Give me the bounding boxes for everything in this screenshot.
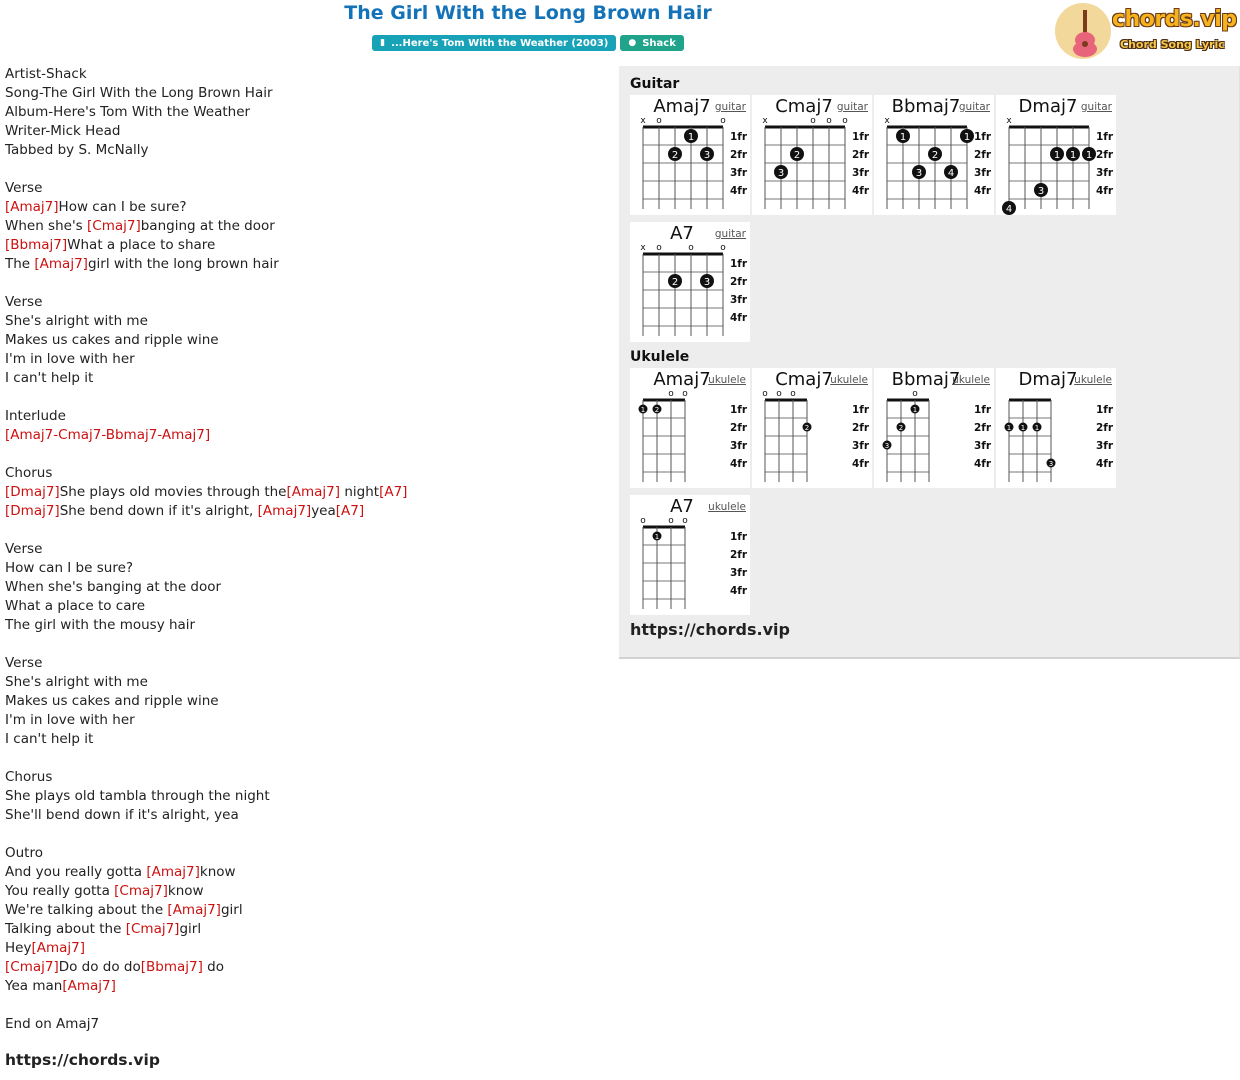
lyric-text: How can I be sure? [5,560,134,576]
fret-label: 3fr [852,167,870,179]
guitar-chord-dmaj7[interactable] [996,95,1116,215]
guitar-chord-a7[interactable] [630,222,750,342]
lyric-line [5,730,605,749]
finger-number: 3 [1037,186,1045,197]
lyric-line [5,958,605,977]
lyric-line [5,901,605,920]
panel-url[interactable]: https://chords.vip [630,620,790,639]
lyric-text: Yea man [5,978,63,994]
lyric-text: know [167,883,204,899]
lyric-line [5,882,605,901]
open-string-marker: o [668,516,674,526]
lyric-text: We're talking about the [5,902,168,918]
lyric-text: I can't help it [5,731,94,747]
finger-number: 2 [671,150,679,161]
chord-marker[interactable]: [Cmaj7] [87,218,141,234]
lyric-line [5,749,605,768]
finger-number: 3 [777,168,785,179]
finger-number: 1 [963,132,971,143]
lyric-line [5,711,605,730]
footer-url[interactable]: https://chords.vip [5,1051,160,1069]
fret-label: 4fr [730,585,748,597]
open-string-marker: o [810,116,816,126]
lyric-line [5,939,605,958]
lyric-line [5,141,605,160]
lyric-text: Hey [5,940,32,956]
instrument-link[interactable]: guitar [714,101,746,113]
lyric-text: Interlude [5,408,66,424]
finger-number: 1 [1006,424,1012,432]
lyric-line [5,692,605,711]
fret-label: 3fr [730,567,748,579]
fret-label: 1fr [974,131,992,143]
finger-number: 2 [804,424,810,432]
lyric-line [5,369,605,388]
lyric-line [5,825,605,844]
lyric-text: How can I be sure? [58,199,187,215]
muted-string-marker: x [1006,116,1012,126]
instrument-link[interactable]: ukulele [708,374,746,386]
chord-marker[interactable]: [Amaj7] [5,199,59,215]
lyric-line [5,407,605,426]
open-string-marker: o [640,516,646,526]
finger-number: 1 [654,533,660,541]
chord-name: Amaj7 [653,96,711,117]
lyric-line [5,616,605,635]
lyric-text: When she's banging at the door [5,579,222,595]
lyric-line [5,654,605,673]
lyric-line [5,255,605,274]
lyric-text: She bend down if it's alright, [59,503,258,519]
muted-string-marker: x [884,116,890,126]
site-logo[interactable] [1054,2,1238,62]
lyric-text: Do do do do [58,959,141,975]
lyric-line [5,331,605,350]
fret-label: 1fr [1096,404,1114,416]
fret-label: 2fr [730,276,748,288]
chord-marker[interactable]: [Amaj7] [167,902,221,918]
instrument-link[interactable]: guitar [958,101,990,113]
lyric-text: know [199,864,236,880]
lyric-line [5,635,605,654]
finger-number: 3 [884,442,890,450]
open-string-marker: o [656,116,662,126]
fret-label: 2fr [730,422,748,434]
instrument-link[interactable]: ukulele [708,501,746,513]
finger-number: 2 [671,277,679,288]
chord-name: Cmaj7 [775,369,833,390]
album-tag-label: ...Here's Tom With the Weather (2003) [391,37,609,49]
lyric-line [5,483,605,502]
chord-name: Bbmaj7 [891,96,961,117]
lyric-text: Chorus [5,769,53,785]
lyric-line [5,179,605,198]
fret-label: 1fr [730,258,748,270]
lyric-text: What a place to share [67,237,216,253]
lyric-text: girl [220,902,243,918]
lyric-line [5,502,605,521]
lyric-text: Verse [5,294,43,310]
open-string-marker: o [656,243,662,253]
fret-label: 1fr [974,404,992,416]
lyric-line [5,103,605,122]
finger-number: 4 [947,168,955,179]
instrument-link[interactable]: guitar [714,228,746,240]
fret-label: 3fr [1096,440,1114,452]
open-string-marker: o [682,389,688,399]
lyric-text: Makes us cakes and ripple wine [5,693,219,709]
lyric-line [5,597,605,616]
instrument-link[interactable]: guitar [1080,101,1112,113]
lyric-text: The [5,256,35,272]
open-string-marker: o [720,243,726,253]
lyric-line [5,806,605,825]
lyric-text: do [202,959,225,975]
fret-label: 4fr [1096,185,1114,197]
chord-name: A7 [670,223,694,244]
chord-marker[interactable]: [Bbmaj7] [140,959,203,975]
chord-marker[interactable]: [Cmaj7] [125,921,180,937]
finger-number: 3 [915,168,923,179]
fret-label: 3fr [974,440,992,452]
open-string-marker: o [790,389,796,399]
finger-number: 2 [931,150,939,161]
finger-number: 1 [687,132,695,143]
user-icon: ● [628,38,637,48]
open-string-marker: o [668,389,674,399]
fret-label: 4fr [852,458,870,470]
lyric-text: Verse [5,541,43,557]
lyric-text: Artist-Shack [5,66,87,82]
logo-tagline: Chord Song Lyric [1120,38,1225,51]
artist-tag-label: Shack [642,37,676,49]
finger-number: 1 [1053,150,1061,161]
lyric-text: banging at the door [140,218,275,234]
lyric-text: When she's [5,218,87,234]
fret-label: 1fr [1096,131,1114,143]
fret-label: 3fr [730,440,748,452]
fret-label: 3fr [730,294,748,306]
open-string-marker: o [826,116,832,126]
finger-number: 2 [654,406,660,414]
open-string-marker: o [682,516,688,526]
finger-number: 1 [1069,150,1077,161]
open-string-marker: o [720,116,726,126]
finger-number: 1 [912,406,918,414]
chord-marker[interactable]: [Amaj7] [257,503,312,519]
lyric-line [5,673,605,692]
lyric-text: Verse [5,655,43,671]
finger-number: 3 [1048,460,1054,468]
open-string-marker: o [688,243,694,253]
fret-label: 4fr [730,458,748,470]
lyric-line [5,274,605,293]
lyric-text: You really gotta [5,883,115,899]
lyric-text: She's alright with me [5,313,148,329]
chord-marker[interactable]: [Amaj7] [286,484,341,500]
ukulele-chord-cmaj7[interactable] [752,368,872,488]
chord-marker[interactable]: [A7] [379,484,408,500]
lyric-line [5,996,605,1015]
lyric-text: Song-The Girl With the Long Brown Hair [5,85,273,101]
finger-number: 3 [703,277,711,288]
book-icon: ▮ [380,38,386,48]
album-tag[interactable] [372,35,616,51]
muted-string-marker: x [762,116,768,126]
chord-marker[interactable]: [Dmaj7] [5,503,60,519]
logo-text: chords.vip [1112,7,1237,32]
chord-name: Cmaj7 [775,96,833,117]
chord-marker[interactable]: [Amaj7] [31,940,85,956]
lyric-line [5,350,605,369]
muted-string-marker: x [640,243,646,253]
guitar-chord-cmaj7[interactable] [752,95,872,215]
lyric-line [5,388,605,407]
lyric-text: She plays old tambla through the night [5,788,270,804]
chord-marker[interactable]: [Dmaj7] [5,484,60,500]
ukulele-chord-amaj7[interactable] [630,368,750,488]
fret-label: 2fr [730,549,748,561]
lyric-line [5,920,605,939]
finger-number: 1 [640,406,646,414]
lyric-line [5,787,605,806]
chord-marker[interactable]: [Amaj7-Cmaj7-Bbmaj7-Amaj7] [5,427,211,443]
chord-marker[interactable]: [Amaj7] [34,256,88,272]
chord-marker[interactable]: [Amaj7] [146,864,200,880]
lyric-line [5,65,605,84]
fret-label: 2fr [1096,422,1114,434]
instrument-link[interactable]: guitar [836,101,868,113]
lyric-text: girl with the long brown hair [87,256,279,272]
fret-label: 4fr [730,185,748,197]
chord-name: Amaj7 [653,369,711,390]
lyric-text: Tabbed by S. McNally [5,142,149,158]
lyric-text: And you really gotta [5,864,147,880]
lyrics-sheet [5,65,605,1034]
fret-label: 2fr [852,149,870,161]
finger-number: 1 [1085,150,1093,161]
tag-bar [0,35,1056,51]
guitar-chord-amaj7[interactable] [630,95,750,215]
fret-label: 3fr [974,167,992,179]
fret-label: 2fr [1096,149,1114,161]
instrument-link[interactable]: ukulele [952,374,990,386]
lyric-line [5,977,605,996]
open-string-marker: o [776,389,782,399]
lyric-line [5,540,605,559]
chord-marker[interactable]: [Amaj7] [62,978,116,994]
lyric-line [5,312,605,331]
finger-number: 1 [1020,424,1026,432]
muted-string-marker: x [640,116,646,126]
lyric-text: I can't help it [5,370,94,386]
lyric-line [5,578,605,597]
lyric-line [5,84,605,103]
fret-label: 2fr [730,149,748,161]
lyric-text: The girl with the mousy hair [5,617,196,633]
fret-label: 4fr [730,312,748,324]
open-string-marker: o [842,116,848,126]
lyric-text: night [340,484,380,500]
chord-marker[interactable]: [Cmaj7] [114,883,168,899]
instrument-link[interactable]: ukulele [1074,374,1112,386]
finger-number: 1 [899,132,907,143]
ukulele-chord-a7[interactable] [630,495,750,615]
lyric-text: yea [311,503,336,519]
lyric-line [5,217,605,236]
chord-name: A7 [670,496,694,517]
chord-marker[interactable]: [A7] [335,503,365,519]
open-string-marker: o [912,389,918,399]
ukulele-chord-dmaj7[interactable] [996,368,1116,488]
guitar-chord-bbmaj7[interactable] [874,95,994,215]
fret-label: 1fr [852,131,870,143]
fret-label: 1fr [730,531,748,543]
lyric-text: I'm in love with her [5,712,135,728]
finger-number: 2 [793,150,801,161]
chord-name: Bbmaj7 [891,369,961,390]
chord-name: Dmaj7 [1018,96,1078,117]
lyric-line [5,122,605,141]
lyric-text: Outro [5,845,43,861]
chord-name: Dmaj7 [1018,369,1078,390]
guitar-section-title: Guitar [630,76,680,92]
lyric-line [5,559,605,578]
lyric-line [5,445,605,464]
fret-label: 2fr [852,422,870,434]
fret-label: 1fr [730,404,748,416]
finger-number: 4 [1005,204,1013,215]
fret-label: 1fr [730,131,748,143]
finger-number: 2 [898,424,904,432]
chord-marker[interactable]: [Bbmaj7] [5,237,68,253]
fret-label: 2fr [974,149,992,161]
fret-label: 4fr [974,185,992,197]
ukulele-section-title: Ukulele [630,349,690,365]
finger-number: 3 [703,150,711,161]
lyric-line [5,1015,605,1034]
lyric-text: Writer-Mick Head [5,123,121,139]
lyric-text: Makes us cakes and ripple wine [5,332,219,348]
lyric-text: Talking about the [5,921,126,937]
lyric-line [5,160,605,179]
lyric-line [5,768,605,787]
fret-label: 3fr [730,167,748,179]
lyric-text: Chorus [5,465,53,481]
fret-label: 4fr [974,458,992,470]
lyric-text: Album-Here's Tom With the Weather [5,104,251,120]
open-string-marker: o [762,389,768,399]
lyric-text: Verse [5,180,43,196]
song-title: The Girl With the Long Brown Hair [344,2,712,24]
lyric-line [5,521,605,540]
finger-number: 1 [1034,424,1040,432]
fret-label: 3fr [1096,167,1114,179]
fret-label: 4fr [852,185,870,197]
lyric-text: I'm in love with her [5,351,135,367]
chord-marker[interactable]: [Cmaj7] [5,959,59,975]
instrument-link[interactable]: ukulele [830,374,868,386]
lyric-text: She's alright with me [5,674,148,690]
lyric-line [5,844,605,863]
lyric-text: She'll bend down if it's alright, yea [5,807,239,823]
fret-label: 2fr [974,422,992,434]
fret-label: 3fr [852,440,870,452]
lyric-text: girl [179,921,202,937]
artist-tag[interactable] [620,35,684,51]
lyric-line [5,863,605,882]
lyric-line [5,293,605,312]
fret-label: 1fr [852,404,870,416]
fret-label: 4fr [1096,458,1114,470]
lyric-line [5,426,605,445]
chord-diagrams-panel [619,66,1240,659]
lyric-text: She plays old movies through the [59,484,287,500]
ukulele-chord-bbmaj7[interactable] [874,368,994,488]
ukulele-icon [1070,8,1100,58]
lyric-text: End on Amaj7 [5,1016,100,1032]
lyric-line [5,464,605,483]
lyric-line [5,236,605,255]
lyric-text: What a place to care [5,598,146,614]
lyric-line [5,198,605,217]
